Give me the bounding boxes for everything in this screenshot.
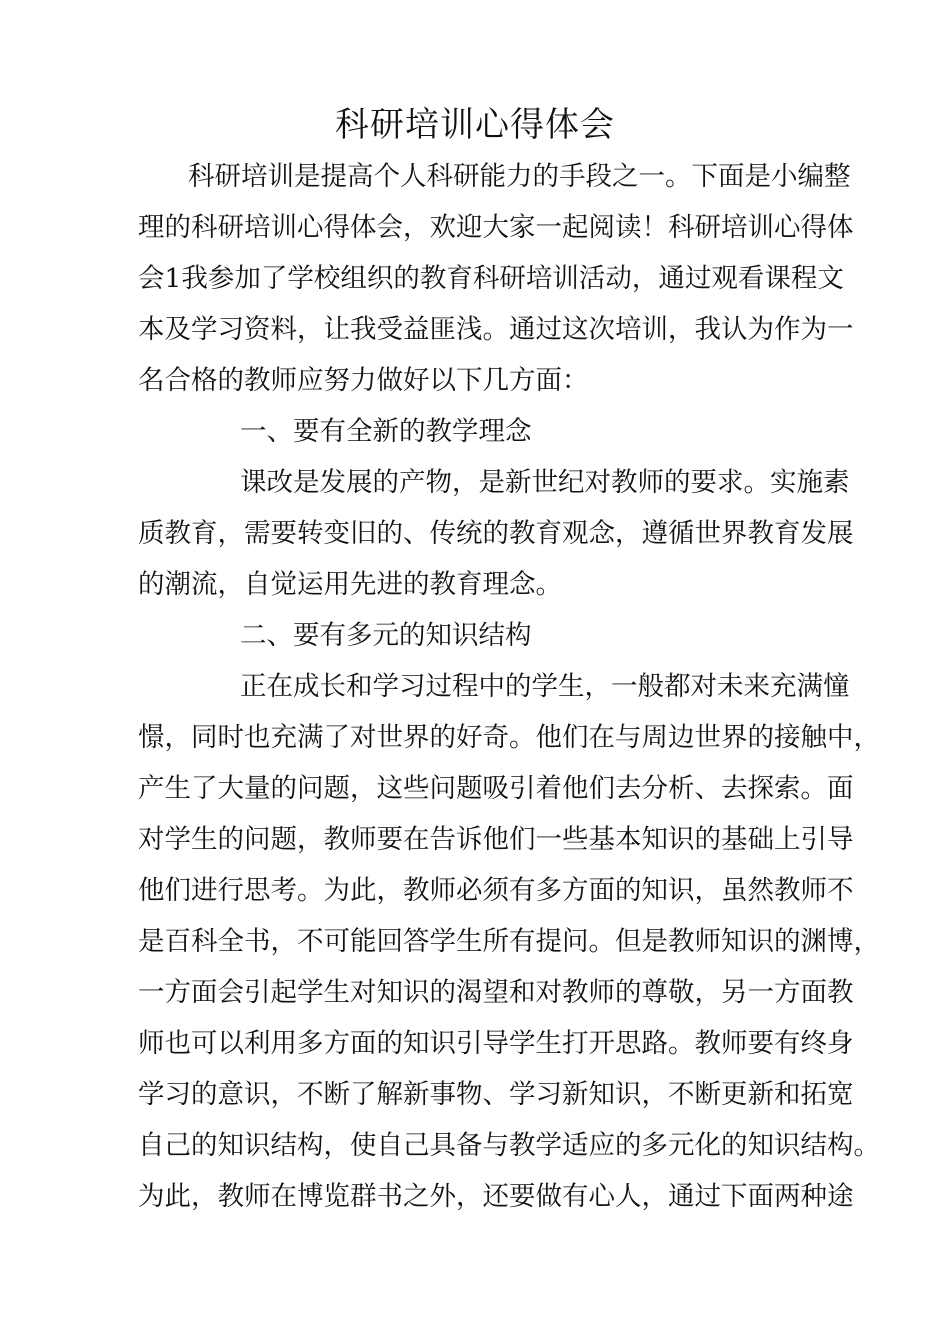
section-heading: 二、要有多元的知识结构 xyxy=(240,620,532,651)
body-line: 的潮流，自觉运用先进的教育理念。 xyxy=(138,569,562,600)
section-heading: 一、要有全新的教学理念 xyxy=(240,416,532,447)
body-line: 课改是发展的产物，是新世纪对教师的要求。实施素 xyxy=(240,467,850,498)
body-line: 对学生的问题，教师要在告诉他们一些基本知识的基础上引导 xyxy=(138,824,854,855)
body-line: 质教育，需要转变旧的、传统的教育观念，遵循世界教育发展 xyxy=(138,518,854,549)
body-line: 学习的意识，不断了解新事物、学习新知识，不断更新和拓宽 xyxy=(138,1079,854,1110)
body-line: 师也可以利用多方面的知识引导学生打开思路。教师要有终身 xyxy=(138,1028,854,1059)
body-line: 憬，同时也充满了对世界的好奇。他们在与周边世界的接触中， xyxy=(138,722,880,753)
body-line: 会1我参加了学校组织的教育科研培训活动，通过观看课程文 xyxy=(138,263,844,294)
body-line: 他们进行思考。为此，教师必须有多方面的知识，虽然教师不 xyxy=(138,875,854,906)
body-line: 一方面会引起学生对知识的渴望和对教师的尊敬，另一方面教 xyxy=(138,977,854,1008)
body-line: 是百科全书，不可能回答学生所有提问。但是教师知识的渊博， xyxy=(138,926,880,957)
document-title: 科研培训心得体会 xyxy=(335,105,615,145)
body-line: 正在成长和学习过程中的学生，一般都对未来充满憧 xyxy=(240,671,850,702)
body-line: 科研培训是提高个人科研能力的手段之一。下面是小编整 xyxy=(188,161,851,192)
body-line: 本及学习资料，让我受益匪浅。通过这次培训，我认为作为一 xyxy=(138,314,854,345)
body-line: 产生了大量的问题，这些问题吸引着他们去分析、去探索。面 xyxy=(138,773,854,804)
body-line: 为此，教师在博览群书之外，还要做有心人，通过下面两种途 xyxy=(138,1181,854,1212)
body-line: 自己的知识结构，使自己具备与教学适应的多元化的知识结构。 xyxy=(138,1130,880,1161)
body-line: 名合格的教师应努力做好以下几方面： xyxy=(138,365,589,396)
body-line: 理的科研培训心得体会，欢迎大家一起阅读！科研培训心得体 xyxy=(138,212,854,243)
